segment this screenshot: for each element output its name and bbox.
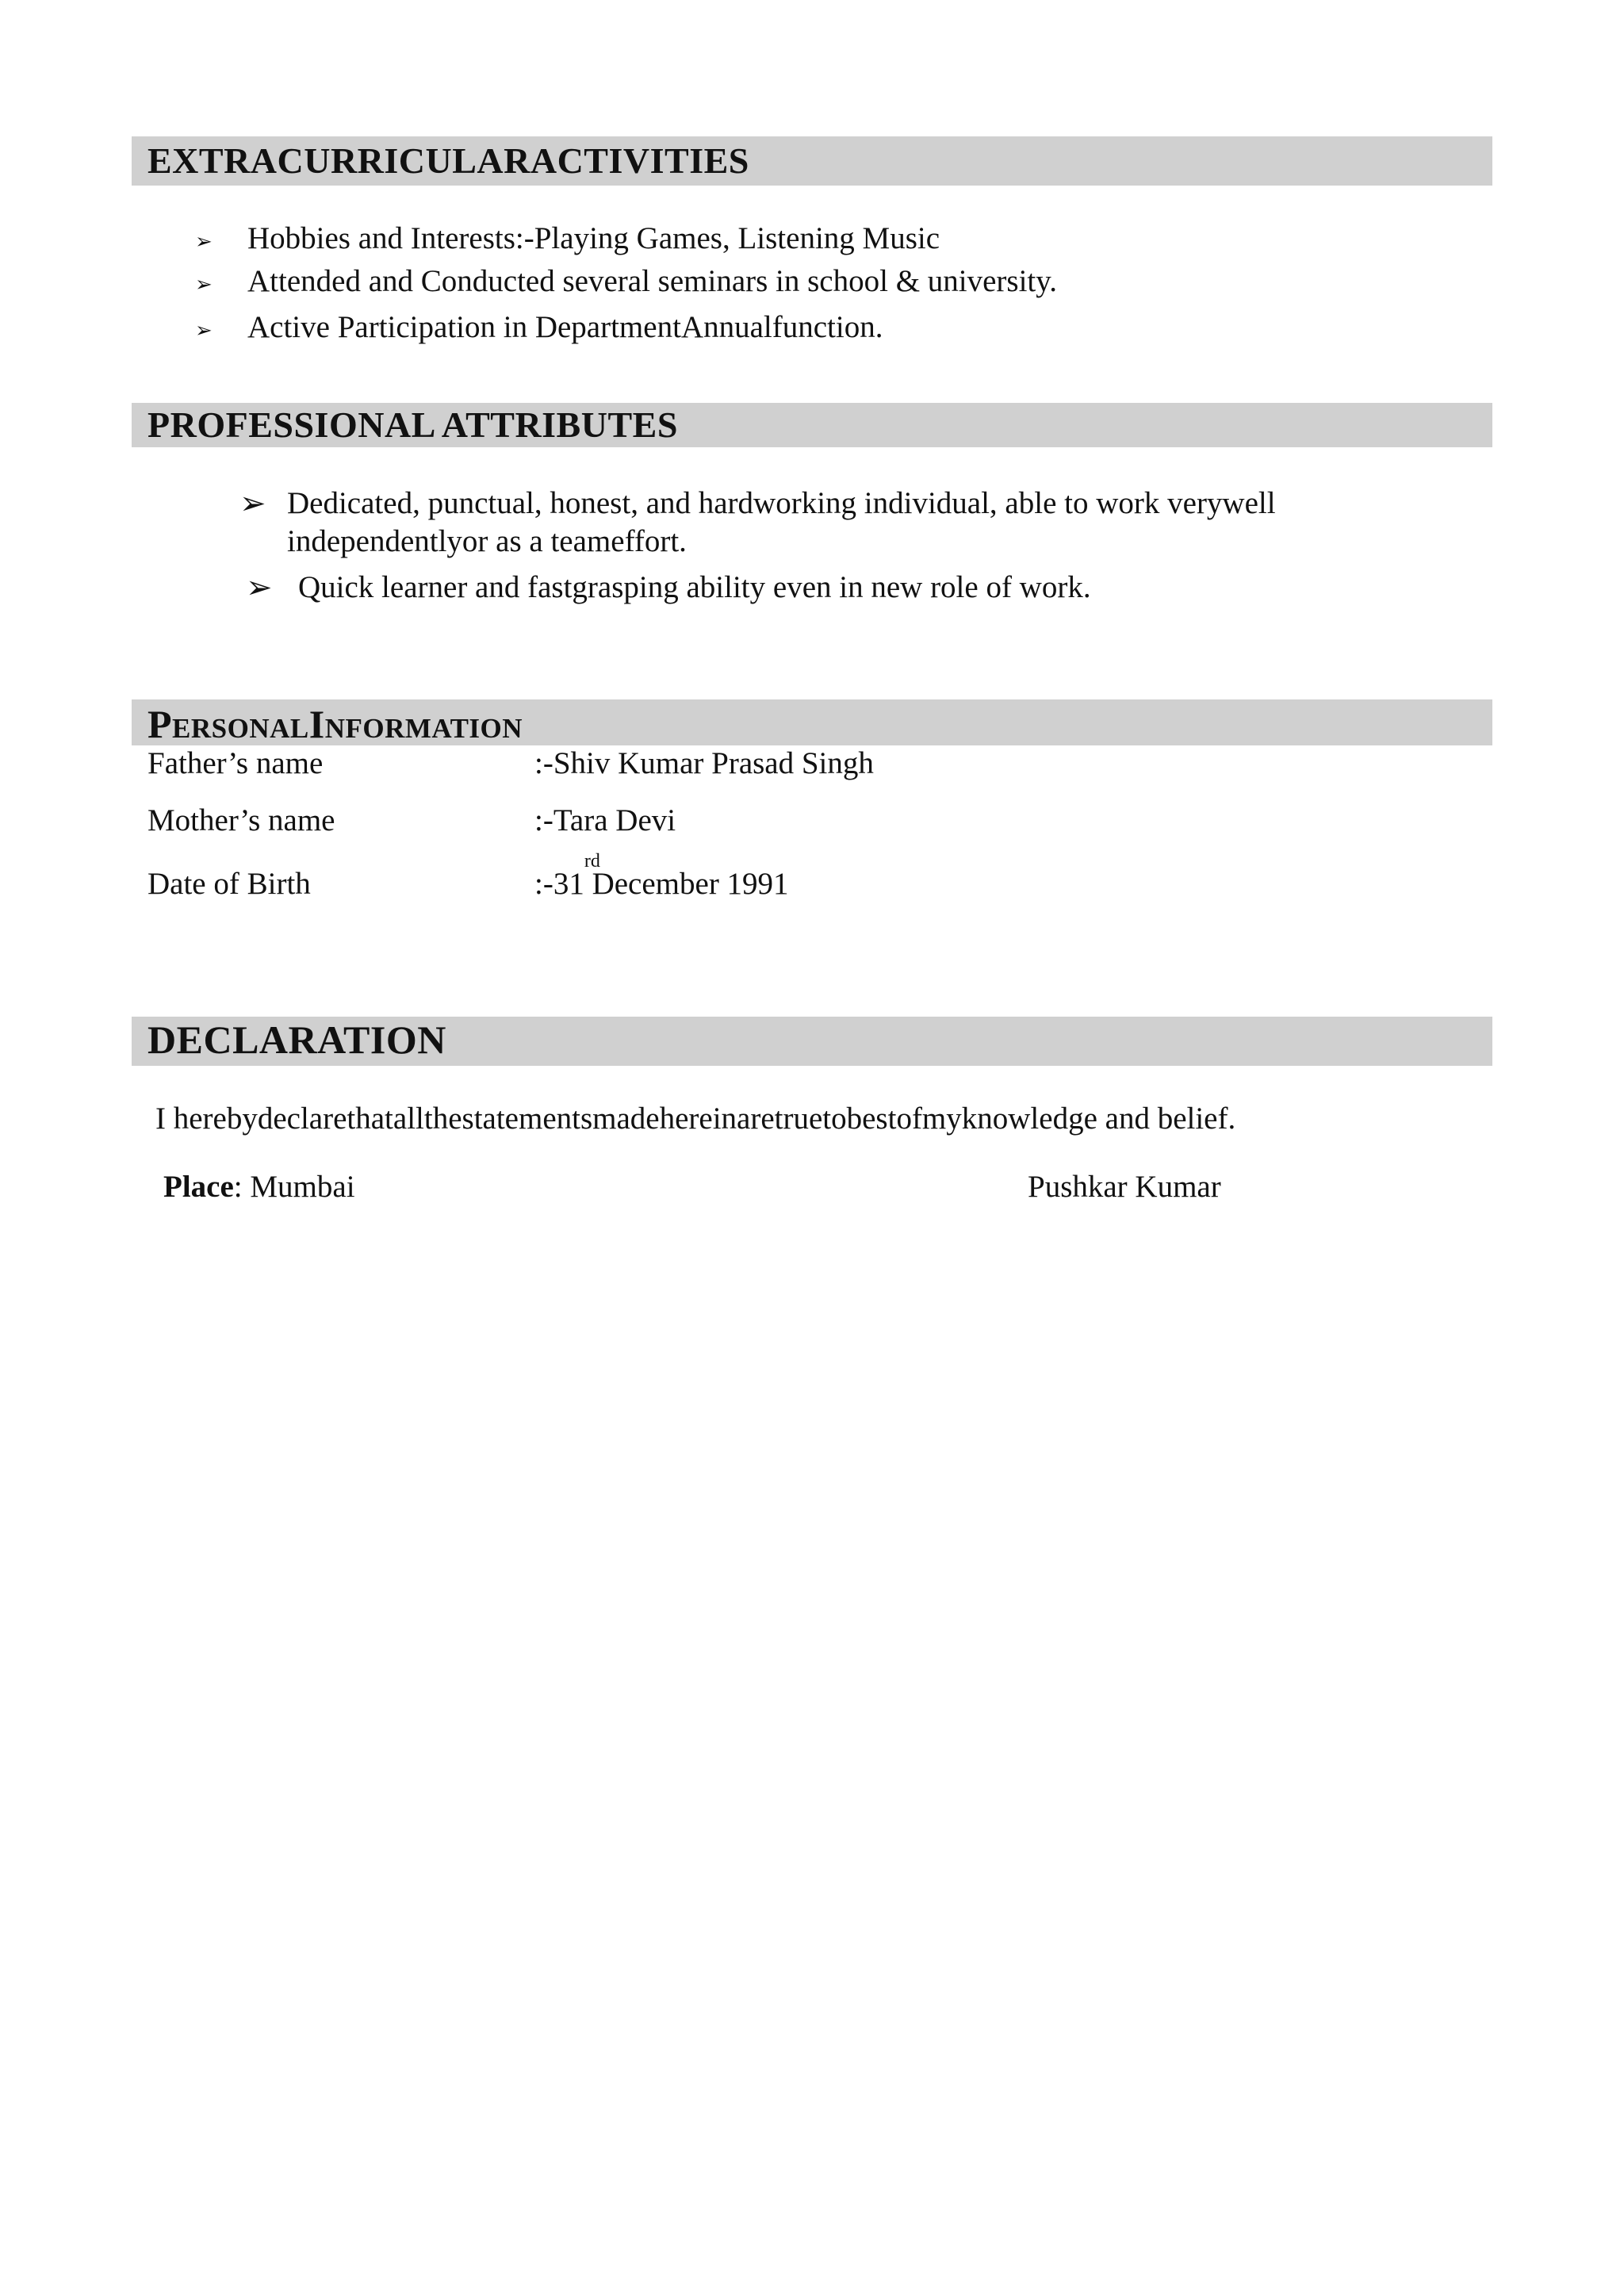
place-label: Place bbox=[163, 1170, 234, 1204]
declaration-text: I herebydeclarethatallthestatementsmadehereinaretruetobestofmyknowledge and belief. bbox=[155, 1102, 1236, 1136]
arrow-bullet-icon: ➢ bbox=[195, 319, 213, 343]
declaration-header-bar bbox=[132, 1017, 1492, 1066]
arrow-bullet-icon: ➢ bbox=[195, 273, 213, 297]
dob-month-year: December 1991 bbox=[584, 867, 789, 901]
professional-item-line1: Quick learner and fastgrasping ability even in new role of work. bbox=[298, 570, 1091, 604]
extracurricular-item-text: Active Participation in DepartmentAnnualfunction. bbox=[247, 310, 883, 344]
professional-item-line2: independentlyor as a teameffort. bbox=[287, 524, 687, 558]
place-value: : Mumbai bbox=[233, 1170, 355, 1204]
dob-day: :-31 bbox=[534, 867, 584, 901]
date-of-birth-value: :-31rd December 1991 bbox=[534, 851, 789, 901]
extracurricular-item-text: Attended and Conducted several seminars in school & university. bbox=[247, 264, 1057, 298]
signature-name: Pushkar Kumar bbox=[1028, 1170, 1221, 1204]
personal-heading: PersonalInformation bbox=[147, 702, 523, 746]
professional-header-bar bbox=[132, 403, 1492, 447]
arrow-bullet-icon: ➢ bbox=[195, 230, 213, 254]
date-of-birth-label: Date of Birth bbox=[147, 867, 311, 901]
personal-header-bar bbox=[132, 699, 1492, 745]
professional-heading: PROFESSIONAL ATTRIBUTES bbox=[147, 404, 678, 445]
place-line bbox=[163, 1169, 355, 1205]
extracurricular-header-bar bbox=[132, 136, 1492, 186]
mothers-name-label: Mother’s name bbox=[147, 803, 335, 837]
fathers-name-label: Father’s name bbox=[147, 746, 324, 780]
arrow-bullet-icon: ➢ bbox=[246, 569, 273, 606]
professional-item-line1: Dedicated, punctual, honest, and hardworking individual, able to work verywell bbox=[287, 486, 1276, 520]
declaration-heading: DECLARATION bbox=[147, 1017, 446, 1062]
arrow-bullet-icon: ➢ bbox=[239, 485, 266, 522]
extracurricular-item-text: Hobbies and Interests:-Playing Games, Listening Music bbox=[247, 221, 940, 255]
fathers-name-value: :-Shiv Kumar Prasad Singh bbox=[534, 746, 874, 780]
mothers-name-value: :-Tara Devi bbox=[534, 803, 676, 837]
extracurricular-heading: EXTRACURRICULARACTIVITIES bbox=[147, 140, 749, 181]
